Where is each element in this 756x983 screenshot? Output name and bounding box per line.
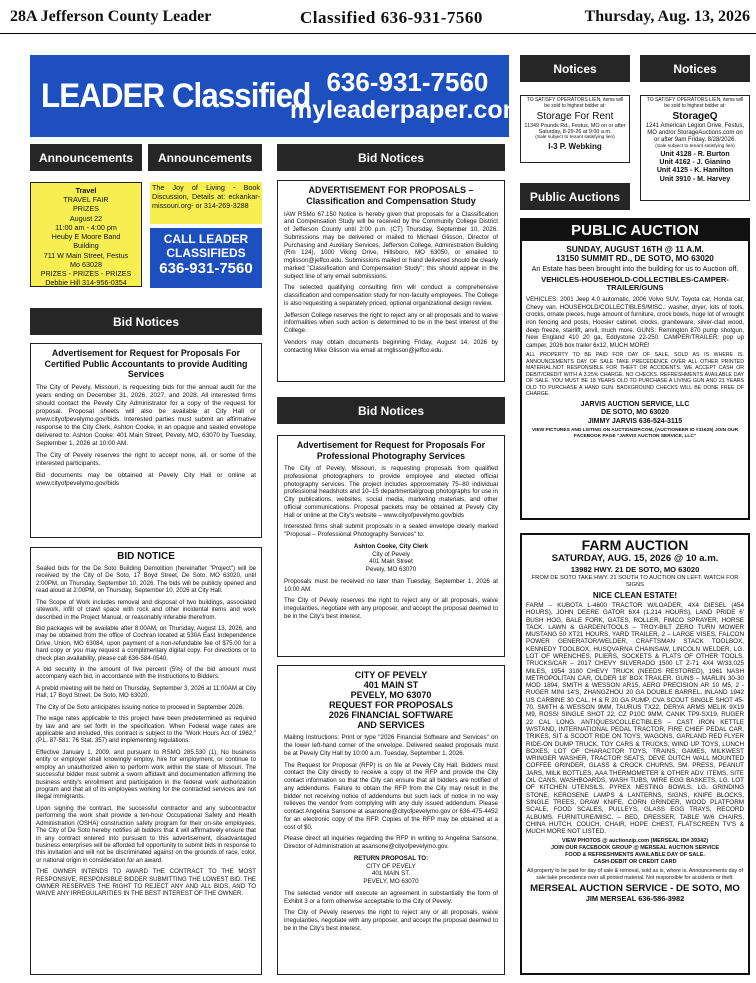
bid-notice-title: BID NOTICE xyxy=(117,551,175,562)
auditing-rfp-notice xyxy=(30,343,262,538)
notices-header-2: Notices xyxy=(640,55,750,82)
storage2-sub: (Sale subject to tenant satisfying lien) xyxy=(655,144,735,150)
software-para: Mailing Instructions: Print or type "2026 Financial Software and Services" on the lower left-hand corner of the envelope. Delivered sealed proposals must be at Pevely City Hall by 10:00 a.m. Tuesday, September 1, 2026. xyxy=(284,734,498,757)
software-para: The Request for Proposal (RFP) is on file at Pevely City Hall. Bidders must contact the City directly to receive a copy of the RFP and provide the City contact information so that the City can ensure that all bidders are notified of any addendums. Failure to obtain the RFP from the City may result in the bidder not receiving notice of addendums but such lack of notice in no way relieves the vendor from complying with any duly issued addendum. Please contact Angelina Sansone at asansone@cityofpevelymo.gov or 636-475-4452 for an electronic copy of the RFP. Copies of the RFP may be obtained at a cost of $0. xyxy=(284,761,498,831)
travel-ad-title: Travel xyxy=(75,186,97,195)
travel-line: Building xyxy=(73,241,99,251)
photography-addr: Ashton Cooke, City Clerk xyxy=(353,542,429,550)
announcements-header-1: Announcements xyxy=(30,144,142,171)
software-title-line: CITY OF PEVELY xyxy=(354,670,428,680)
bid-notice-para: A prebid meeting will be held on Thursday, September 3, 2026 at 11:00AM at City Hall, 17 Boyd Street, De Soto, MO 63020. xyxy=(36,684,256,700)
photography-para: The City of Pevely, Missouri, is requesting proposals from qualified professional photographers to provide employee and elected official photography services. The project includes approximately 75–80 individual professional headshots and 10–15 departmental/group photographs for use in City publications, websites, social media, marketing materials, and other official communications. Proposal packets may be obtained at Pevely City Hall or online at the City's website – www.cityofpevelymo.gov/bids xyxy=(284,465,498,519)
banner-url: myleaderpaper.com xyxy=(290,95,525,124)
classification-study-notice xyxy=(277,180,505,382)
financial-software-rfp xyxy=(277,665,505,975)
call-box-line1: CALL LEADER xyxy=(163,232,249,246)
auditing-para: The City of Pevely reserves the right to accept none, all, or some of the interested participants. xyxy=(36,451,256,467)
storage1-title: Storage For Rent xyxy=(536,110,614,122)
auditing-para: Bid documents may be obtained at Pevely City Hall or online at www.cityofpevelymo.gov/bids xyxy=(36,471,256,487)
classification-para: IAW RSMo 67.150 Notice is hereby given that proposals for a Classification and Compensation Study will be received by the Community College District of Jefferson County until 2:00 p.m. (CT) Thursday, September 10, 2026. Submissions may be delivered or mailed to Michael Glisson, Director of Purchasing and Auxiliary Services, Jefferson College, Administration Building (Rm 124), 1000 Viking Drive, Hillsboro, MO 63050, or emailed to mglisson@jeffco.edu. Submissions mailed or hand delivered should be clearly marked "Classification and Compensation Study"; this should appear in the subject line of any email submissions. xyxy=(284,210,498,280)
farm-auction-firm: MERSEAL AUCTION SERVICE - DE SOTO, MO xyxy=(530,883,740,895)
storage-for-rent-notice xyxy=(520,95,630,163)
software-return: PEVELY, MO 63070 xyxy=(363,878,419,886)
farm-auction-addr: 13982 HWY. 21 DE SOTO, MO 63020 xyxy=(570,565,700,574)
call-box-phone: 636-931-7560 xyxy=(159,260,253,278)
notices-header-1: Notices xyxy=(520,55,630,82)
travel-fair-ad xyxy=(30,182,142,287)
bid-notice-para: THE OWNER INTENDS TO AWARD THE CONTRACT TO THE MOST RESPONSIVE, RESPONSIBLE BIDDER SUBMITTING THE LOWEST BID. THE OWNER RESERVES THE RIGHT TO REJECT ANY AND ALL BIDS, AND TO WAIVE ANY IRREGULARITIES IN THE BEST INTEREST OF THE OWNER. xyxy=(36,868,256,898)
page-folio: 28A Jefferson County Leader xyxy=(10,8,212,25)
call-box-line2: CLASSIFIEDS xyxy=(166,246,246,261)
software-title-line: 401 MAIN ST xyxy=(363,680,419,691)
classification-para: The selected qualifying consulting firm will conduct a comprehensive classification and compensation study for non-faculty employees. The College is also requesting a separately priced, optional organizational design review. xyxy=(284,284,498,307)
farm-auction-ad xyxy=(520,533,750,975)
travel-line: Debbie Hill 314-956-0354 xyxy=(45,278,127,288)
farm-auction-directions: FROM DE SOTO TAKE HWY. 21 SOUTH TO AUCTION ON LEFT. WATCH FOR SIGNS xyxy=(531,575,739,588)
software-title-line: REQUEST FOR PROPOSALS xyxy=(328,700,453,711)
bid-notice-para: Upon signing the contract, the successful contractor and any subcontractor performing the work shall provide a ten-hour Occupational Safety and Health Administration (OSHA) construction safety program for their on-site employees. The City of De Soto hereby notifies all bidders that it will affirmatively ensure that in any contract entered into pursuant to this advertisement, disadvantaged business enterprises will be afforded full opportunity to submit bids in response to this invitation and will not be discriminated against on the grounds of race, color, or national origin in consideration for an award. xyxy=(36,804,256,864)
photography-addr: 401 Main Street xyxy=(369,558,413,566)
travel-line: August 22 xyxy=(69,213,103,223)
storageq-notice xyxy=(640,95,750,201)
storage1-unit: I-3 P. Webking xyxy=(548,141,602,151)
joy-of-living-ad: The Joy of Living - Book Discussion, Details at: eckankar-missouri.org- or 314-269-3288 xyxy=(150,182,262,224)
storage2-title: StorageQ xyxy=(672,110,718,122)
software-return: 401 MAIN ST. xyxy=(371,870,411,878)
farm-auction-contact: JIM MERSEAL 636-586-3982 xyxy=(585,894,685,904)
classification-para: Vendors may obtain documents beginning Friday, August 14, 2026 by contacting Mike Glisson via email at mglisson@jeffco.edu. xyxy=(284,338,498,354)
bid-notice-para: The City of De Soto anticipates issuing notice to proceed in September 2026. xyxy=(36,703,244,711)
farm-auction-view: CASH-DEBIT OR CREDIT CARD xyxy=(593,859,677,866)
software-para: The selected vendor will execute an agreement in substantially the form of Exhibit 3 or a form otherwise acceptable to the City of Pevely. xyxy=(284,889,498,905)
storage1-sub: (Sale subject to tenant satisfying lien) xyxy=(535,135,615,141)
farm-auction-view: JOIN OUR FACEBOOK GROUP @ MERSEAL AUCTION SERVICE xyxy=(550,845,720,852)
software-return: RETURN PROPOSAL TO: xyxy=(353,854,429,862)
travel-line: Heuby E Moore Band xyxy=(51,232,121,242)
bid-notice-para: The Scope of Work includes removal and disposal of two buildings, associated sitework, infill of crawl space with rock and other incidental items and work described in the Project Manual, or reasonably inferable therefrom. xyxy=(36,598,256,621)
farm-auction-view: VIEW PHOTOS @ auctionzip.com (MERSEAL ID# 39342) xyxy=(561,838,709,845)
software-return: CITY OF PEVELY xyxy=(366,862,416,870)
bid-notice-para: The wage rates applicable to this project have been predetermined as required by law and are set forth in the specification. When Federal wage rates are applicable and included, this contract is subject to the "Work Hours Act of 1962," (P.L. 87-581: 76 Stat. 357) and implementing regulations. xyxy=(36,715,256,745)
leader-classified-banner[interactable] xyxy=(30,55,525,137)
bid-notice-para: A bid security in the amount of five percent (5%) of the bid amount must accompany each bid, in accordance with the Instructions to Bidders. xyxy=(36,666,256,681)
bid-notices-header-2: Bid Notices xyxy=(277,144,505,171)
software-para: Please direct all inquiries regarding the RFP in writing to Angelina Sansone, Director of Administration at asansone@cityofpevelymo.gov. xyxy=(284,835,498,851)
public-auction-ad xyxy=(520,218,750,520)
photography-para: Proposals must be received no later than Tuesday, September 1, 2026 at 10:00 AM. xyxy=(284,577,498,593)
travel-line: 711 W Main Street, Festus xyxy=(43,250,129,260)
public-auction-firm: JARVIS AUCTION SERVICE, LLC xyxy=(580,400,690,408)
bid-notice-para: Bid packages will be available after 8:00AM, on Thursday, August 13, 2026, and may be obtained from the office of Cochran located at 530A East Independence Drive, Union, MO 63084, upon payment of a non-refundable fee of $75.00 for a hard copy or you may request a complimentary digital copy. For directions or to check plan availability, please call 636-584-0540. xyxy=(36,624,256,662)
section-title: Classified 636-931-7560 xyxy=(300,8,483,27)
storage2-unit: Unit 4125 - K. Hamilton xyxy=(656,167,734,175)
public-auction-firm: DE SOTO, MO 63020 xyxy=(601,409,669,417)
auditing-para: The City of Pevely, Missouri, is requesting bids for the annual audit for the years ending on December 31, 2026, 2027, and 2028. All interested firms should contact the Pevely City Administrator for a copy of the request for proposal. Proposal sheets will also be available at City Hall or www.cityofpevelymo.gov/bids. Interested parties must submit an affirmative response to the City Clerk, Ashton Cooke, in an opaque and sealed envelope delivered to: Ashton Cooke: 401 Main Street, Pevely, MO, 63070 by Tuesday, September 1, 2026 at 10:00 AM. xyxy=(36,383,256,447)
bid-notice-demolition xyxy=(30,547,262,975)
storage2-unit: Unit 3910 - M. Harvey xyxy=(659,175,731,183)
header-rule xyxy=(0,33,756,34)
classification-para: Jefferson College reserves the right to reject any or all proposals and to waive informalities when such action is determined to be in the best interest of the College. xyxy=(284,311,498,335)
public-auction-footer: VIEW PICTURES AND LISTING ON AUCTIONZIP.COM, (AUCTIONEER ID #31625) JOIN OUR FACEBOOK PAGE "JARVIS AUCTION SERVICE, LLC" xyxy=(531,428,739,439)
banner-brand: LEADER Classified xyxy=(41,76,311,115)
farm-auction-nice: NICE CLEAN ESTATE! xyxy=(592,590,678,600)
farm-auction-date: SATURDAY, AUG. 15, 2026 @ 10 a.m. xyxy=(551,553,719,564)
public-auction-body: VEHICLES: 2001 Jeep 4.0 automatic, 2006 Volvo SUV, Toyota car, Honda car, Chevy van. HOUSEHOLD/COLLECTIBLES/MISC.: washer, dryer, lots of tools, crocks, ornate pieces, huge amount of furniture, crock bowls, huge lot of wrought iron fencing and posts, Hoosier cabinet, clocks, graniteware, silver-clad wood, deep freeze, stairlift, anvil, much more. GUNS: Remington 870 pump shotgun, New England 410 20 ga, Eddystone 22-250. CAMPER/TRAILER: pop up camper, 2026 box trailer 6x12, MUCH MORE! xyxy=(526,296,744,349)
public-auction-terms: ALL PROPERTY TO BE PAID FOR DAY OF SALE, SOLD AS IS WHERE IS. ANNOUNCEMENTS DAY OF SALE TAKE PRECEDENCE OVER ALL OTHER PRINTED MATERIAL.NOT RESPONSIBLE FOR THEFT OR ACCIDENTS. WE ACCEPT CASH OR DEBIT/CREDIT WITH A 3.25% CHARGE. NO CHECKS. REFRESHMENTS AVAILABLE DAY OF SALE. YOU MUST BE 18 YEARS OLD TO PURCHASE A LIVING GUN AND 21 YEARS OLD TO PURCHASE A HAND GUN. BACKGROUND CHECKS WILL BE DONE FREE OF CHARGE. xyxy=(526,352,744,398)
banner-phone: 636-931-7560 xyxy=(326,67,489,98)
auditing-title: Advertisement for Request for Proposals For Certified Public Accountants to provide Auditing Services xyxy=(44,348,248,380)
public-auction-date: SUNDAY, AUGUST 16TH @ 11 A.M. xyxy=(566,244,704,254)
public-auction-categories: VEHICLES-HOUSEHOLD-COLLECTIBLES-CAMPER-TRAILER/GUNS xyxy=(541,274,729,293)
photography-rfp-notice xyxy=(277,435,505,657)
travel-line: TRAVEL FAIR xyxy=(63,195,109,205)
farm-auction-view: FOOD & REFRESHMENTS AVAILABLE DAY OF SALE. xyxy=(565,852,705,859)
public-auctions-header: Public Auctions xyxy=(520,183,630,210)
storage2-addr: 1241 American Legion Drive, Festus, MO and/or StorageAuctions.com on or after 9am Friday, 8/28/2026. xyxy=(645,122,745,143)
storage1-addr: 11349 Pounds Rd., Festus, MO on or after Saturday, 8-29-26 at 9:00 a.m. xyxy=(524,122,626,135)
storage2-unit: Unit 4128 - R. Burton xyxy=(660,150,730,158)
travel-line: Mo 63028 xyxy=(70,259,102,269)
travel-line: PRIZES xyxy=(73,204,99,214)
photography-title: Advertisement for Request for Proposals For Professional Photography Services xyxy=(296,440,486,461)
storage2-lien: TO SATISFY OPERATORS LIEN, items will be sold to highest bidder at: xyxy=(646,97,744,109)
call-leader-classifieds-box[interactable] xyxy=(150,228,262,288)
bid-notice-para: Effective January 1, 2009, and pursuant to RSMO 285.530 (1), No business entity or employer shall knowingly employ, hire for employment, or continue to employ an unauthorized alien to perform work within the state of Missouri. The successful bidder must submit a sworn affidavit and documentation affirming the business entity's enrollment and participation in the federal work authorization program and that all of its employees working for the contracted services are not illegal immigrants. xyxy=(36,748,256,801)
announcements-header-2: Announcements xyxy=(148,144,262,171)
storage2-unit: Unit 4162 - J. Gianino xyxy=(659,159,731,167)
photography-addr: City of Pevely xyxy=(372,550,410,558)
software-para: The City of Pevely reserves the right to reject any or all proposals, waive irregularities, negotiate with any proposer, and accept the proposal deemed to be in the City's best interest. xyxy=(284,909,498,932)
storage1-lien: TO SATISFY OPERATORS LIEN, items will be sold to highest bidder at: xyxy=(526,97,624,109)
public-auction-intro: An Estate has been brought into the building for us to Auction off. xyxy=(531,264,739,273)
issue-date: Thursday, Aug. 13, 2026 xyxy=(584,8,750,25)
farm-auction-body: FARM – KUBOTA L-4600 TRACTOR W/LOADER, 4X4 DIESEL (454 HOURS), JOHN DEERE GATOR 6X4 (1,214 HOURS), LAND PRIDE 6' BUSH HOG, BALE FORK, GATES, ROLLER, FIMCO SPRAYER, HORSE TACK. LAWN & GARDEN/TOOLS – TROY-BILT ZERO TURN MOWER MUSTANG 50 XT21 HOURS, YARD TRAILER, 2 – LARGE VISES, FALCON POWER GENERATOR/WELDER, CRAFTSMAN STACK TOOLBOX, KENNEDY TOOLBOX, HUSQVARNA CHAINSAW, LINCOLN WELDER, LG. LOT OF WRENCHES, PLIERS, SOCKETS & FLATS OF OTHER TOOLS. TRUCKS/CAR – 2017 CHEVY SILVERADO 1500 LT Z-71 4X4 W/33,025 MILES, 1954 3100 CHEVY TRUCK (NEEDS RESTORED), 1961 NASH METROPOLITAN CAR, OLDER 18' BOX TRAILER. GUNS – MARLIN 30-30 MOD 1894, SMITH & WESSON AR15, AERO PRECISION AR 10 M5, 2 - RUGER MINI 14'S, ZHANGZHOU 20 GA DOUBLE BARREL, INLAND 1942 US CARBINE 30 CAL, H & R 20 GA PUMP, CVA SCOUT SINGLE SHOT 45-70, SMITH & WESSON 9MM, TAURUS TX22, DERYA ARMS MELIK 9X19 M9, ROSSI SINGLE SHOT 22, CZ P10C 9MM, CANIK TP9-SX19, RUGER 22 CAL LONG. ANTIQUES/COLLECTIBLES – CAST IRON KETTLE W/STAND, INTERNATIONAL PEDAL TRACTOR, FIRE CHIEF PEDAL CAR, TRIKES, SIT & SCOOT RIDE ON TOYS, WAGONS, GARLAND RED FLYER RIDE-ON DUMP TRUCK, TOY CARS & TRUCKS, WIND UP TOYS, LUNCH BOXES, LOT OF CHARACTOR TOYS, TRAINS, GAMES, MILKWEST WRINGER WASHER, TRACTOR SEATS, DEVE DUTCH WALL MOUNTED COFFEE GRINDER, GLASS & CROCK CHURNS, SM. PRESS, PEANUT JARS, MILK BOTTLES, AAA THERMOMETER & OTHER ADV. ITEMS, SITE OIL CANS, WASHBOARDS, WASH TUBS, WIRE EGG BASKETS, LG. LOT OF KITCHEN UTENSILS, PYREX NESTING BOWLS, LG. GRINDING STONE, KEROSENE LAMPS & LANTERNS, SIGNS, KNIFE BLOCKS, SINGLE TREES, DRAW KNIFE, CORN GRINDER, WOOD PLATFORM SCALE, FOOD SCALES, PULLEYS, GLASS EGG TRAYS, RECORD ALBUMS. FURNITURE/MISC. – BED, DRESSER, TABLE W/6 CHAIRS, CHINA HUTCH, COUCH, CHAIR, HOPE CHEST, FLATSCREEN TV'S & MUCH MORE NOT LISTED. xyxy=(526,601,744,836)
farm-auction-title: FARM AUCTION xyxy=(581,537,689,553)
bid-notices-header-1: Bid Notices xyxy=(30,308,262,335)
public-auction-firm: JIMMY JARVIS 636-524-3115 xyxy=(587,417,683,425)
software-title-line: 2026 FINANCIAL SOFTWARE xyxy=(328,710,454,721)
photography-addr: Pevely, MO 63070 xyxy=(365,566,417,574)
public-auction-addr: 13150 SUMMIT RD., DE SOTO, MO 63020 xyxy=(556,254,714,263)
software-title-line: AND SERVICES xyxy=(357,720,425,731)
farm-auction-terms: All property to be paid for day of sale & removal, sold as is, where is. Announcements day of sale take precedence over all printed material. Not responsible for accidents or theft. xyxy=(526,867,744,881)
bid-notice-para: Sealed bids for the De Soto Building Demolition (hereinafter "Project") will be received by the City of De Soto, 17 Boyd Street, De Soto, MO 63020, until 2:00PM, on Thursday, September 10, 2026. The bids will be publicly opened and read aloud at 2:00PM, on Thursday, September 10, 2026 at City Hall. xyxy=(36,565,256,595)
software-title-line: PEVELY, MO 63070 xyxy=(350,690,432,701)
photography-para: The City of Pevely reserves the right to reject any or all proposals, waive irregularities, negotiate with any proposer, and accept the proposal deemed to be in the City's best interest. xyxy=(284,597,498,620)
public-auction-title: PUBLIC AUCTION xyxy=(522,220,748,241)
photography-para: Interested firms shall submit proposals in a sealed envelope clearly marked "Proposal – Professional Photography Services" to: xyxy=(284,523,498,539)
travel-line: PRIZES - PRIZES - PRIZES xyxy=(40,268,132,278)
travel-line: 11:00 am - 4:00 pm xyxy=(55,222,117,232)
bid-notices-header-3: Bid Notices xyxy=(277,397,505,424)
classification-title: ADVERTISEMENT FOR PROPOSALS – Classification and Compensation Study xyxy=(306,185,476,206)
